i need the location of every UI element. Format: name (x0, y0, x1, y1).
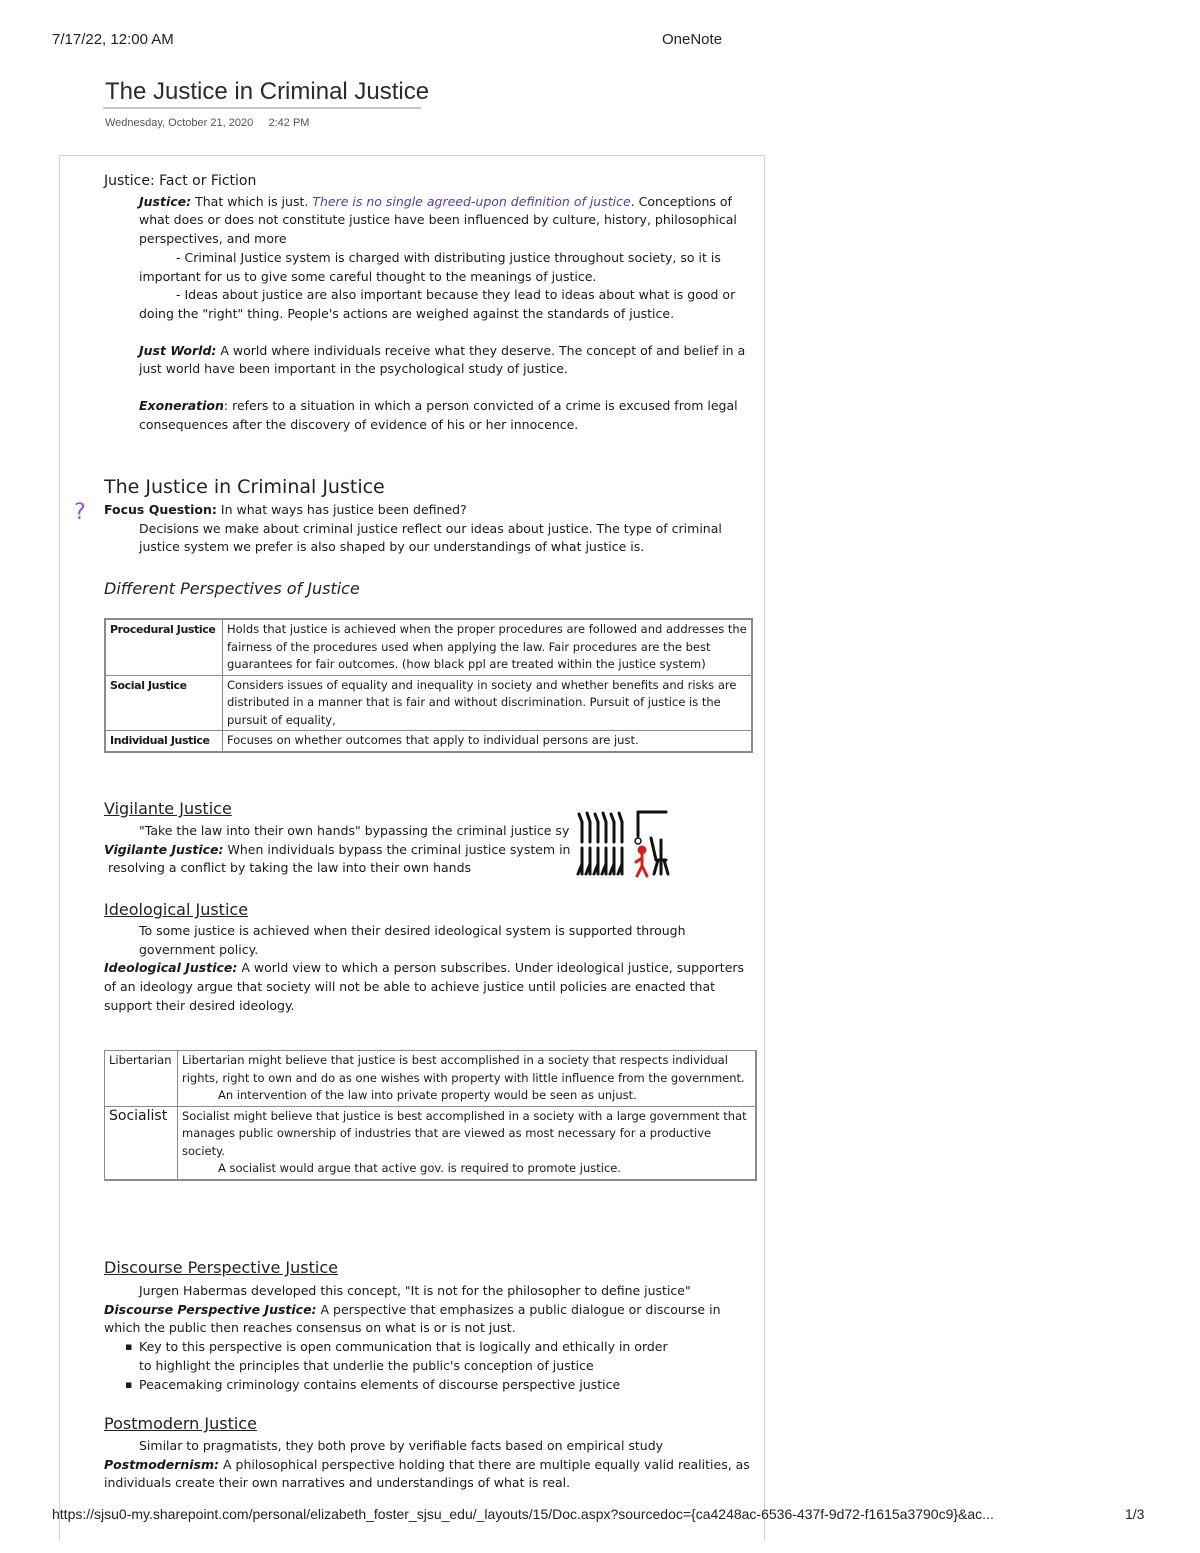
table-row (105, 675, 752, 731)
term: Just World: (139, 342, 217, 358)
table-row (105, 731, 752, 752)
paragraph (104, 501, 754, 520)
print-datetime: 7/17/22, 12:00 AM (52, 31, 174, 48)
bullet-list (104, 1338, 754, 1394)
page-date: Wednesday, October 21, 2020 (105, 117, 254, 129)
section-heading: Justice: Fact or Fiction (104, 173, 257, 189)
section-heading: Different Perspectives of Justice (104, 579, 360, 598)
list-item: ▪ Key to this perspective is open communication that is logically and ethically in order to highlight the principles that underlie the public's conception of justice (139, 1338, 754, 1375)
postmodern-block (104, 1437, 754, 1493)
text: In what ways has justice been defined? (216, 502, 467, 517)
table-cell-key: Social Justice (105, 675, 223, 731)
paragraph: To some justice is achieved when their desired ideological system is supported through government policy. (139, 923, 686, 957)
paragraph (104, 193, 754, 249)
print-app-name: OneNote (662, 31, 723, 48)
term: Focus Question: (104, 502, 217, 517)
term: Justice: (139, 193, 192, 209)
section-justice-fact-fiction (104, 172, 754, 434)
text: . Conceptions of what does or does not constitute justice have been influenced by culture, history, philosophical perspectives, and more (139, 193, 737, 247)
paragraph (104, 841, 574, 860)
term: Exoneration (139, 398, 224, 414)
print-url: https://sjsu0-my.sharepoint.com/personal/elizabeth_foster_sjsu_edu/_layouts/15/Doc.aspx?sourcedoc={ca4248ac-6536-437f-9d72-f1615a3790c9}&ac... (52, 1506, 994, 1522)
title-underline (103, 107, 421, 109)
paragraph (104, 1301, 754, 1338)
section-heading: The Justice in Criminal Justice (104, 476, 385, 498)
table-cell-key: Individual Justice (105, 731, 223, 752)
paragraph (104, 397, 754, 434)
section-heading: Ideological Justice (104, 900, 249, 919)
table-row (105, 619, 752, 675)
table-cell-value: Holds that justice is achieved when the proper procedures are followed and addresses the fairness of the procedures used when applying the law. Fair procedures are the best guarantees for fair outcomes. (how black ppl are treated within the justice system) (223, 619, 753, 675)
highlight-text: There is no single agreed-upon definition of justice (312, 193, 631, 209)
text: A world view to which a person subscribes. Under ideological justice, supporters of an ideology argue that society will not be able to achieve justice until policies are enacted that support their desired ideology. (104, 960, 745, 1013)
focus-question-block (104, 501, 754, 557)
paragraph: Jurgen Habermas developed this concept, "It is not for the philosopher to define justice" (139, 1283, 691, 1298)
term: Postmodernism: (104, 1456, 220, 1472)
question-icon: ? (74, 500, 86, 525)
text: A world where individuals receive what they deserve. The concept of and belief in a just world have been important in the psychological study of justice. (139, 342, 746, 377)
page-datetime (105, 117, 309, 129)
page-time: 2:42 PM (268, 117, 310, 129)
text: That which is just. (191, 193, 313, 209)
table-cell-value: Considers issues of equality and inequality in society and whether benefits and risks are distributed in a manner that is fair and without discrimination. Pursuit of justice is the pursuit of equality, (223, 675, 753, 731)
section-heading: Postmodern Justice (104, 1414, 257, 1433)
vigilante-figures-image (576, 808, 676, 880)
text: : refers to a situation in which a person convicted of a crime is excused from legal consequences after the discovery of evidence of his or her innocence. (139, 398, 738, 432)
paragraph: - Ideas about justice are also important because they lead to ideas about what is good or (176, 287, 736, 303)
paragraph: Decisions we make about criminal justice reflect our ideas about justice. The type of criminal justice system we prefer is also shaped by our understandings of what justice is. (139, 520, 722, 555)
section-heading: Discourse Perspective Justice (104, 1258, 338, 1277)
discourse-block (104, 1282, 754, 1394)
cell-text: A socialist would argue that active gov. is required to promote justice. (218, 1161, 622, 1175)
paragraph (104, 1456, 754, 1493)
term: Ideological Justice: (104, 960, 238, 976)
text: A perspective that emphasizes a public dialogue or discourse in which the public then reaches consensus on what is or is not just. (104, 1301, 721, 1336)
table-cell-key: Socialist (105, 1106, 178, 1180)
paragraph: - Criminal Justice system is charged with distributing justice throughout society, so it is (176, 249, 721, 265)
table-row (105, 1106, 757, 1180)
paragraph: Similar to pragmatists, they both prove by verifiable facts based on empirical study (139, 1438, 664, 1453)
page-title: The Justice in Criminal Justice (105, 78, 430, 105)
cell-text: Libertarian might believe that justice is best accomplished in a society that respects individual rights, right to own and do as one wishes with property with little influence from the government. (182, 1053, 745, 1085)
table-cell-key: Libertarian (105, 1051, 178, 1107)
text: When individuals bypass the criminal justice system in (223, 841, 571, 857)
perspectives-table (104, 618, 753, 753)
paragraph (104, 959, 754, 1015)
paragraph: doing the "right" thing. People's actions are weighed against the standards of justice. (139, 305, 675, 321)
paragraph: "Take the law into their own hands" bypassing the criminal justice sy (139, 823, 570, 838)
ideological-block (104, 922, 754, 1016)
table-cell-value (178, 1051, 757, 1107)
paragraph: important for us to give some careful thought to the meanings of justice. (139, 268, 597, 284)
cell-text: Socialist might believe that justice is best accomplished in a society with a large government that manages public ownership of industries that are viewed as most necessary for a productive society. (182, 1108, 747, 1158)
paragraph: resolving a conflict by taking the law into their own hands (108, 860, 472, 876)
term: Vigilante Justice: (104, 841, 224, 857)
term: Discourse Perspective Justice: (104, 1301, 317, 1317)
table-cell-key: Procedural Justice (105, 619, 223, 675)
section-heading: Vigilante Justice (104, 799, 232, 818)
table-cell-value (178, 1106, 757, 1180)
vigilante-block (104, 822, 574, 878)
table-cell-value: Focuses on whether outcomes that apply to individual persons are just. (223, 731, 753, 752)
paragraph (104, 342, 754, 379)
text: A philosophical perspective holding that there are multiple equally valid realities, as individuals create their own narratives and understandings of what is real. (104, 1456, 750, 1491)
cell-text: An intervention of the law into private property would be seen as unjust. (218, 1088, 637, 1102)
table-row (105, 1051, 757, 1107)
list-item: ▪ Peacemaking criminology contains elements of discourse perspective justice (139, 1376, 754, 1395)
print-page-number: 1/3 (1125, 1506, 1145, 1522)
ideology-table (104, 1050, 757, 1181)
